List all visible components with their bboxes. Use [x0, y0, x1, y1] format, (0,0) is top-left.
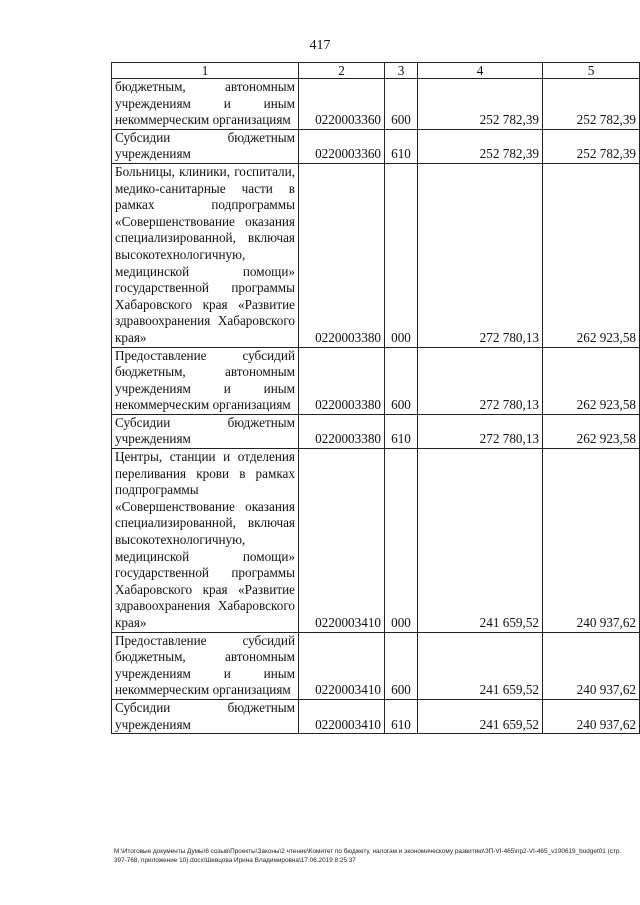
page-number: 417: [309, 38, 331, 53]
header-row: [112, 63, 640, 79]
row-expense-type: 000: [385, 449, 418, 633]
row-amount-1: 252 782,39: [418, 129, 543, 163]
row-expense-type: 000: [385, 163, 418, 347]
row-expense-type: 610: [385, 414, 418, 448]
row-target-code: 0220003360: [299, 79, 385, 130]
row-amount-1: 241 659,52: [418, 699, 543, 733]
column-header-amount-2: 5: [543, 63, 640, 79]
file-path-footer: M:\Итоговые документы Думы\6 созыв\Проекты\Законы\2 чтение\Комитет по бюджету, налогам и экономическому развитию\ЗП-VI-465\пр2-VI-465_v190619_budget01 (стр.397-768, приложение 10).docx\Шевцова Ирина Владимировна\17.06.2019 8:25:37: [114, 848, 622, 864]
row-amount-2: 240 937,62: [543, 699, 640, 733]
table-row: [112, 414, 640, 448]
row-target-code: 0220003410: [299, 449, 385, 633]
row-expense-type: 600: [385, 347, 418, 414]
row-amount-2: 262 923,58: [543, 347, 640, 414]
row-description: Предоставление субсидий бюджетным, автономным учреждениям и иным некоммерческим организациям: [112, 632, 299, 699]
column-header-target-code: 2: [299, 63, 385, 79]
row-amount-2: 252 782,39: [543, 129, 640, 163]
row-amount-2: 240 937,62: [543, 632, 640, 699]
column-header-amount-1: 4: [418, 63, 543, 79]
row-expense-type: 600: [385, 79, 418, 130]
row-amount-2: 240 937,62: [543, 449, 640, 633]
row-target-code: 0220003380: [299, 347, 385, 414]
row-amount-1: 252 782,39: [418, 79, 543, 130]
row-amount-1: 241 659,52: [418, 449, 543, 633]
column-header-description: 1: [112, 63, 299, 79]
table-row: [112, 163, 640, 347]
row-amount-1: 272 780,13: [418, 414, 543, 448]
budget-table: [111, 62, 640, 734]
row-expense-type: 600: [385, 632, 418, 699]
table-row: [112, 347, 640, 414]
table-row: [112, 79, 640, 130]
row-amount-1: 272 780,13: [418, 347, 543, 414]
row-amount-2: 262 923,58: [543, 414, 640, 448]
row-target-code: 0220003410: [299, 632, 385, 699]
row-description: Центры, станции и отделения переливания крови в рамках подпрограммы «Совершенствование оказания специализированной, включая высокотехнологичную, медицинской помощи» государственной программы Хабаровского края «Развитие здравоохранения Хабаровского края»: [112, 449, 299, 633]
row-description: бюджетным, автономным учреждениям и иным некоммерческим организациям: [112, 79, 299, 130]
row-amount-1: 272 780,13: [418, 163, 543, 347]
row-target-code: 0220003380: [299, 414, 385, 448]
row-expense-type: 610: [385, 129, 418, 163]
row-target-code: 0220003360: [299, 129, 385, 163]
table-row: [112, 129, 640, 163]
row-expense-type: 610: [385, 699, 418, 733]
row-description: Субсидии бюджетным учреждениям: [112, 129, 299, 163]
row-description: Субсидии бюджетным учреждениям: [112, 699, 299, 733]
table-row: [112, 632, 640, 699]
row-target-code: 0220003410: [299, 699, 385, 733]
table-row: [112, 449, 640, 633]
table-row: [112, 699, 640, 733]
row-description: Субсидии бюджетным учреждениям: [112, 414, 299, 448]
row-description: Предоставление субсидий бюджетным, автономным учреждениям и иным некоммерческим организациям: [112, 347, 299, 414]
row-amount-1: 241 659,52: [418, 632, 543, 699]
row-target-code: 0220003380: [299, 163, 385, 347]
row-amount-2: 252 782,39: [543, 79, 640, 130]
row-description: Больницы, клиники, госпитали, медико-санитарные части в рамках подпрограммы «Совершенствование оказания специализированной, включая высокотехнологичную, медицинской помощи» государственной программы Хабаровского края «Развитие здравоохранения Хабаровского края»: [112, 163, 299, 347]
row-amount-2: 262 923,58: [543, 163, 640, 347]
column-header-expense-type: 3: [385, 63, 418, 79]
